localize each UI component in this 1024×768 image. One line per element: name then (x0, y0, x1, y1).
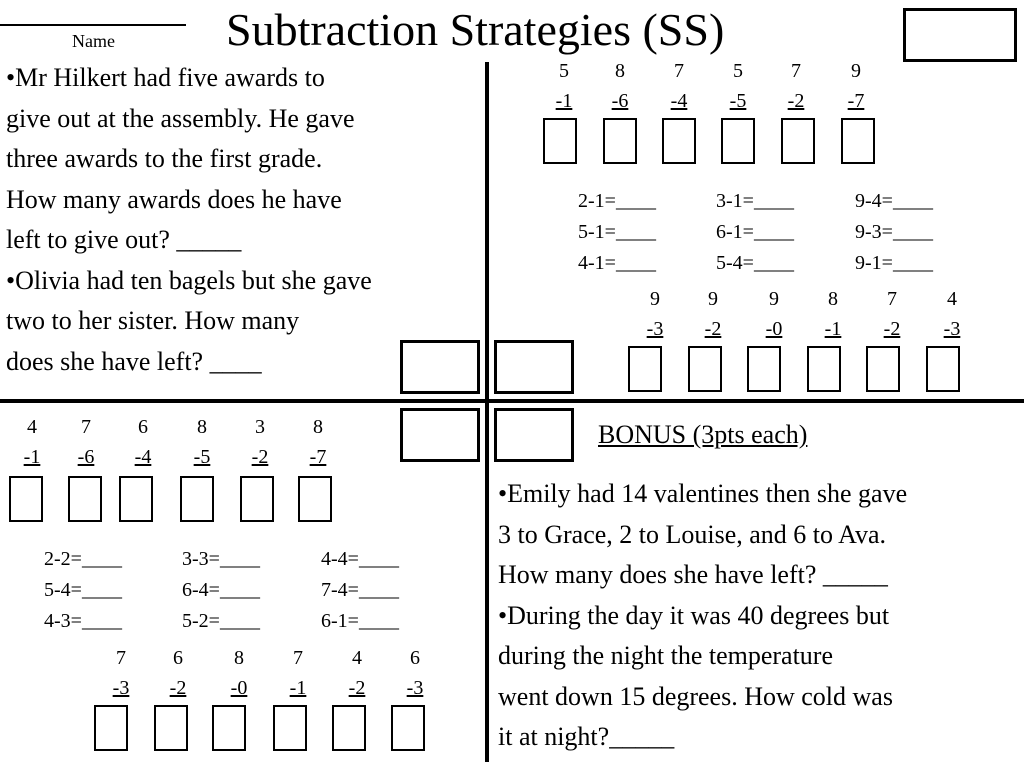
subtrahend: -1 (824, 318, 842, 340)
answer-box[interactable] (391, 705, 425, 751)
score-box-top[interactable] (903, 8, 1017, 62)
fact: 9-4=____ (855, 190, 933, 212)
vertical-divider (485, 62, 489, 762)
word-problem-line: give out at the assembly. He gave (6, 103, 355, 133)
fact-grid (321, 544, 399, 637)
minuend: 3 (255, 416, 265, 438)
minuend: 5 (733, 60, 743, 82)
word-problems (6, 58, 372, 382)
subtrahend: -5 (729, 90, 747, 112)
subtraction-problem (540, 56, 588, 116)
answer-box[interactable] (688, 346, 722, 392)
answer-box[interactable] (926, 346, 960, 392)
minuend: 6 (173, 647, 183, 669)
bonus-line: •Emily had 14 valentines then she gave (498, 479, 908, 508)
subtrahend: -2 (348, 677, 366, 699)
subtrahend: -2 (704, 318, 722, 340)
subtrahend: -1 (289, 677, 307, 699)
subtrahend: -6 (77, 446, 95, 468)
answer-box[interactable] (212, 705, 246, 751)
subtraction-problem (747, 284, 801, 344)
answer-box[interactable] (841, 118, 875, 164)
subtraction-problem (772, 56, 820, 116)
fact: 3-1=____ (716, 190, 794, 212)
subtraction-problem (151, 643, 205, 703)
word-problem-line: How many awards does he have (6, 184, 342, 214)
fact-grid (578, 186, 656, 279)
subtraction-problem (832, 56, 880, 116)
fact: 4-3=____ (44, 610, 122, 632)
fact-grid (44, 544, 122, 637)
subtraction-problem (271, 643, 325, 703)
minuend: 6 (138, 416, 148, 438)
subtraction-problem (655, 56, 703, 116)
minuend: 8 (313, 416, 323, 438)
fact: 5-1=____ (578, 221, 656, 243)
minuend: 9 (769, 288, 779, 310)
fact: 3-3=____ (182, 548, 260, 570)
subtraction-problem (714, 56, 762, 116)
subtraction-problem (806, 284, 860, 344)
minuend: 7 (81, 416, 91, 438)
minuend: 7 (674, 60, 684, 82)
subtraction-problem (119, 412, 167, 472)
subtraction-problem (925, 284, 979, 344)
minuend: 6 (410, 647, 420, 669)
answer-box[interactable] (721, 118, 755, 164)
answer-box[interactable] (9, 476, 43, 522)
score-box-q1[interactable] (494, 340, 574, 394)
minuend: 5 (559, 60, 569, 82)
bonus-line: went down 15 degrees. How cold was (498, 681, 893, 711)
subtraction-problem (8, 412, 56, 472)
bonus-line: How many does she have left? _____ (498, 560, 888, 589)
minuend: 4 (27, 416, 37, 438)
fact: 6-4=____ (182, 579, 260, 601)
subtrahend: -7 (847, 90, 865, 112)
horizontal-divider (0, 399, 1024, 403)
subtrahend: -4 (670, 90, 688, 112)
bonus-line: •During the day it was 40 degrees but (498, 600, 890, 630)
fact: 5-2=____ (182, 610, 260, 632)
name-label: Name (72, 31, 115, 51)
fact: 5-4=____ (44, 579, 122, 601)
subtrahend: -1 (23, 446, 41, 468)
fact-grid (855, 186, 933, 279)
subtraction-problem (212, 643, 266, 703)
minuend: 7 (293, 647, 303, 669)
minuend: 9 (851, 60, 861, 82)
minuend: 7 (887, 288, 897, 310)
subtrahend: -2 (251, 446, 269, 468)
minuend: 8 (615, 60, 625, 82)
answer-box[interactable] (628, 346, 662, 392)
answer-box[interactable] (543, 118, 577, 164)
answer-box[interactable] (298, 476, 332, 522)
subtraction-problem (330, 643, 384, 703)
answer-box[interactable] (781, 118, 815, 164)
subtrahend: -1 (555, 90, 573, 112)
word-problem-line: two to her sister. How many (6, 306, 300, 335)
subtrahend: -3 (112, 677, 130, 699)
fact: 4-4=____ (321, 548, 399, 570)
answer-box[interactable] (68, 476, 102, 522)
minuend: 8 (828, 288, 838, 310)
word-problem-line: •Olivia had ten bagels but she gave (6, 265, 372, 295)
bonus-line: during the night the temperature (498, 641, 834, 670)
minuend: 7 (791, 60, 801, 82)
answer-box[interactable] (119, 476, 153, 522)
subtraction-problem (596, 56, 644, 116)
subtrahend: -2 (787, 90, 805, 112)
subtraction-problem (236, 412, 284, 472)
fact: 7-4=____ (321, 579, 399, 601)
name-line (0, 24, 186, 26)
subtrahend: -3 (406, 677, 424, 699)
fact: 5-4=____ (716, 252, 794, 274)
bonus-problems (498, 474, 907, 758)
word-problem-line: does she have left? ____ (6, 346, 262, 376)
subtraction-problem (686, 284, 740, 344)
answer-box[interactable] (747, 346, 781, 392)
subtrahend: -4 (134, 446, 152, 468)
answer-box[interactable] (866, 346, 900, 392)
subtraction-problem (865, 284, 919, 344)
subtrahend: -6 (611, 90, 629, 112)
answer-box[interactable] (154, 705, 188, 751)
answer-box[interactable] (662, 118, 696, 164)
fact: 2-2=____ (44, 548, 122, 570)
minuend: 8 (197, 416, 207, 438)
subtraction-problem (178, 412, 226, 472)
answer-box[interactable] (603, 118, 637, 164)
answer-box[interactable] (180, 476, 214, 522)
subtrahend: -0 (765, 318, 783, 340)
fact: 4-1=____ (578, 252, 656, 274)
score-box-q2[interactable] (400, 340, 480, 394)
fact: 9-3=____ (855, 221, 933, 243)
minuend: 9 (650, 288, 660, 310)
answer-box[interactable] (273, 705, 307, 751)
subtraction-problem (388, 643, 442, 703)
minuend: 4 (352, 647, 362, 669)
answer-box[interactable] (807, 346, 841, 392)
answer-box[interactable] (240, 476, 274, 522)
score-box-q4[interactable] (494, 408, 574, 462)
answer-box[interactable] (332, 705, 366, 751)
subtrahend: -2 (169, 677, 187, 699)
fact-grid (182, 544, 260, 637)
bonus-line: it at night?_____ (498, 722, 675, 751)
minuend: 9 (708, 288, 718, 310)
subtraction-problem (62, 412, 110, 472)
subtraction-problem (628, 284, 682, 344)
fact-grid (716, 186, 794, 279)
minuend: 4 (947, 288, 957, 310)
subtrahend: -3 (943, 318, 961, 340)
subtrahend: -2 (883, 318, 901, 340)
minuend: 8 (234, 647, 244, 669)
subtraction-problem (294, 412, 342, 472)
word-problem-line: three awards to the first grade. (6, 144, 323, 173)
fact: 2-1=____ (578, 190, 656, 212)
score-box-q3[interactable] (400, 408, 480, 462)
minuend: 7 (116, 647, 126, 669)
bonus-line: 3 to Grace, 2 to Louise, and 6 to Ava. (498, 519, 886, 549)
answer-box[interactable] (94, 705, 128, 751)
fact: 6-1=____ (321, 610, 399, 632)
word-problem-line: left to give out? _____ (6, 225, 242, 254)
word-problem-line: •Mr Hilkert had five awards to (6, 63, 325, 92)
subtrahend: -5 (193, 446, 211, 468)
fact: 6-1=____ (716, 221, 794, 243)
subtrahend: -7 (309, 446, 327, 468)
subtraction-problem (94, 643, 148, 703)
page-title: Subtraction Strategies (SS) (226, 4, 725, 55)
subtrahend: -0 (230, 677, 248, 699)
bonus-title: BONUS (3pts each) (598, 420, 808, 449)
subtrahend: -3 (646, 318, 664, 340)
fact: 9-1=____ (855, 252, 933, 274)
